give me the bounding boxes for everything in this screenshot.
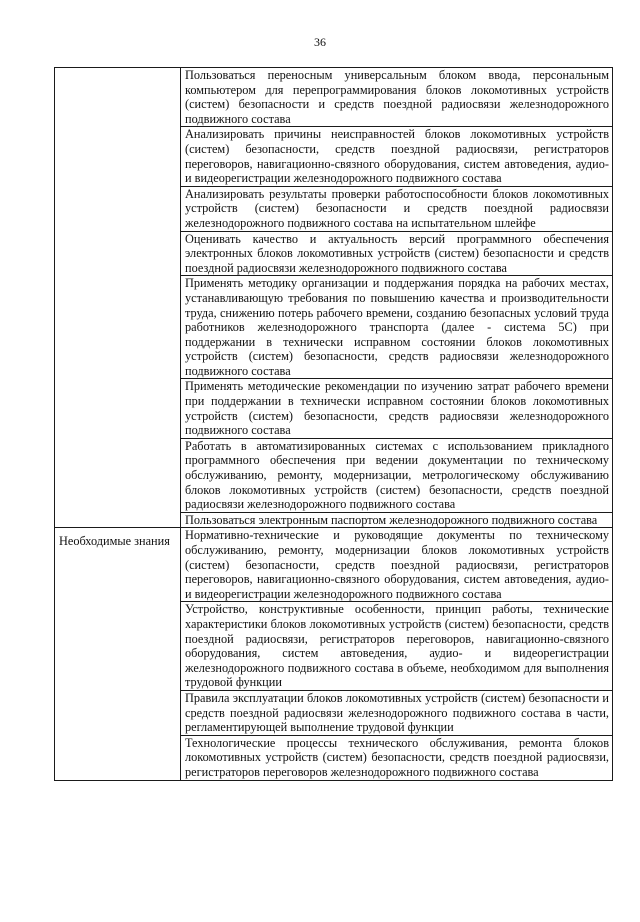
skill-item: Пользоваться электронным паспортом железнодорожного подвижного состава (181, 512, 613, 528)
knowledge-item: Технологические процессы технического обслуживания, ремонта блоков локомотивных устройств (систем) безопасности, средств поездной радиосвязи, регистраторов переговоров железнодорожного подвижного состава (181, 735, 613, 780)
knowledge-item: Устройство, конструктивные особенности, принцип работы, технические характеристики блоков локомотивных устройств (систем) безопасности, средств поездной радиосвязи, регистраторов переговоров, навигационно-связного оборудования, систем автоведения, аудио- и видеорегистрации железнодорожного подвижного состава в объеме, необходимом для выполнения трудовой функции (181, 602, 613, 691)
table-row (55, 68, 613, 127)
skill-item: Оценивать качество и актуальность версий программного обеспечения электронных блоков локомотивных устройств (систем) безопасности и средств поездной радиосвязи железнодорожного подвижного состава (181, 231, 613, 276)
skill-item: Работать в автоматизированных системах с использованием прикладного программного обеспечения при ведении документации по техническому обслуживанию, ремонту, модернизации, метрологическому обслуживанию блоков локомотивных устройств (систем) безопасности, средств поездной радиосвязи железнодорожного подвижного состава (181, 438, 613, 512)
table-row (55, 528, 613, 602)
knowledge-label: Необходимые знания (55, 528, 181, 780)
skill-item: Пользоваться переносным универсальным блоком ввода, персональным компьютером для перепрограммирования блоков локомотивных устройств (систем) безопасности и средств поездной радиосвязи железнодорожного подвижного состава (181, 68, 613, 127)
skill-item: Применять методику организации и поддержания порядка на рабочих местах, устанавливающую требования по повышению качества и производительности труда, снижению потерь рабочего времени, созданию безопасных условий труда работников железнодорожного транспорта (далее - система 5С) при поддержании в технически исправном состоянии блоков локомотивных устройств (систем) безопасности, средств радиосвязи железнодорожного подвижного состава (181, 276, 613, 379)
skill-item: Анализировать результаты проверки работоспособности блоков локомотивных устройств (систем) безопасности и средств поездной радиосвязи железнодорожного подвижного состава на испытательном шлейфе (181, 186, 613, 231)
knowledge-item: Правила эксплуатации блоков локомотивных устройств (систем) безопасности и средств поездной радиосвязи железнодорожного подвижного состава в части, регламентирующей выполнение трудовой функции (181, 690, 613, 735)
skill-item: Анализировать причины неисправностей блоков локомотивных устройств (систем) безопасности, средств поездной радиосвязи, регистраторов переговоров, навигационно-связного оборудования, систем автоведения, аудио- и видеорегистрации железнодорожного подвижного состава (181, 127, 613, 186)
knowledge-item: Нормативно-технические и руководящие документы по техническому обслуживанию, ремонту, модернизации блоков локомотивных устройств (систем) безопасности, средств поездной радиосвязи, регистраторов переговоров, навигационно-связного оборудования, систем автоведения, аудио- и видеорегистрации железнодорожного подвижного состава (181, 528, 613, 602)
skill-item: Применять методические рекомендации по изучению затрат рабочего времени при поддержании в технически исправном состоянии блоков локомотивных устройств (систем) безопасности, средств радиосвязи железнодорожного подвижного состава (181, 379, 613, 438)
requirements-table (54, 67, 613, 781)
page-number: 36 (314, 35, 326, 49)
skills-label-cell (55, 68, 181, 528)
